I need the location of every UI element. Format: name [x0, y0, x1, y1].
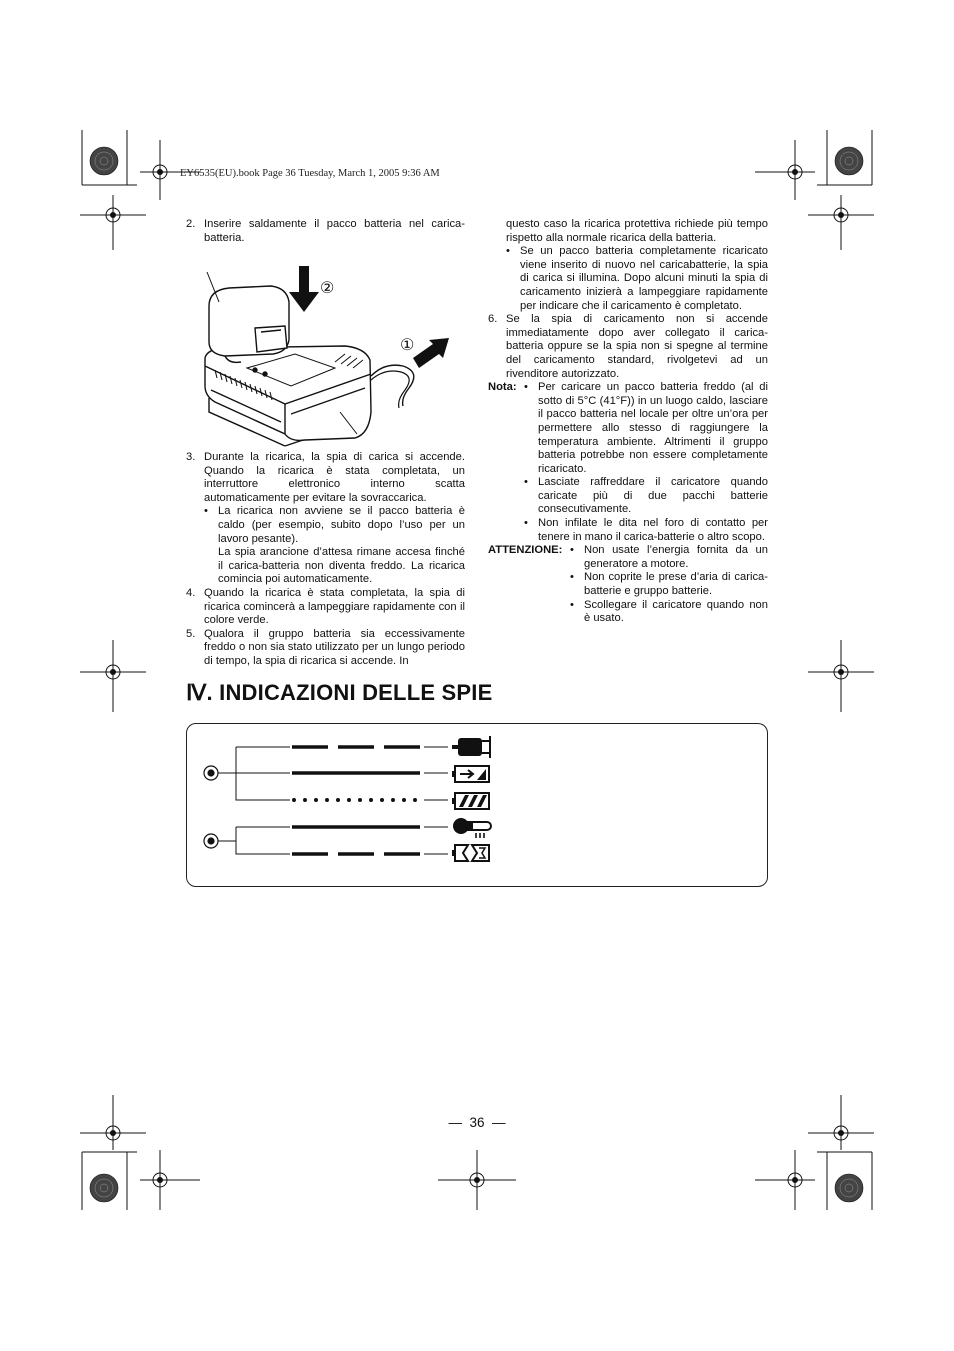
nota-label: Nota: [488, 381, 517, 394]
plug-arrow-icon [413, 338, 449, 368]
step-2: 2. Inserire saldamente il pacco batteria nel carica-batteria. [186, 218, 465, 244]
plug-icon [452, 736, 490, 758]
section-title [186, 680, 492, 706]
section-numeral: Ⅳ [186, 680, 207, 705]
indicator-pattern-3 [292, 798, 417, 802]
charging-battery-icon [452, 766, 489, 782]
figure-label-1: ① [400, 337, 415, 354]
attenzione-label: ATTENZIONE: [488, 544, 563, 557]
file-info-header: EY6535(EU).book Page 36 Tuesday, March 1, 2005 9:36 AM [180, 168, 440, 179]
nota-bullet-3: • Non infilate le dita nel foro di contatto per tenere in mano il carica-batterie o altro scopo. [524, 517, 768, 543]
step-4: 4. Quando la ricarica è stata completata, la spia di ricarica comincerà a lampeggiare rapidamente con il colore verde. [186, 586, 465, 627]
right-column [488, 218, 768, 626]
attenzione-bullet-3: • Scollegare il caricatore quando non è usato. [570, 598, 768, 625]
attenzione-bullet-2: • Non coprite le prese d’aria di carica-batterie e gruppo batterie. [570, 571, 768, 598]
left-column-lower [186, 451, 465, 669]
step-5-bullet: • Se un pacco batteria completamente ricaricato viene inserito di nuovo nel caricabatterie, la spia di carica si illumina. Dopo alcuni minuti la spia di caricamento inizierà a lampeggiare rapidamente per indicare che il caricamento è completato. [506, 245, 768, 312]
nota-bullet-2: • Lasciate raffreddare il caricatore quando caricate più di due pacchi batterie consecutivamente. [524, 476, 768, 516]
step-3-bullet: • La ricarica non avviene se il pacco batteria è caldo (per esempio, subito dopo l’uso per un lavoro pesante). [204, 505, 465, 545]
insert-arrow-icon [289, 266, 319, 312]
attenzione-bullet-1: • Non usate l’energia fornita da un generatore a motore. [570, 544, 768, 570]
nota-block [488, 381, 768, 544]
faulty-battery-icon [452, 845, 489, 861]
step-2-text: Inserire saldamente il pacco batteria nel carica-batteria. [204, 218, 465, 244]
step-3-text: Durante la ricarica, la spia di carica si accende. Quando la ricarica è stata completata, un interruttore elettronico interno scatta automaticamente per evitare la sovraccarica. [204, 451, 465, 504]
page-number-value: 36 [469, 1115, 485, 1130]
attenzione-block [488, 544, 768, 626]
left-column [186, 218, 465, 245]
section-title-text: . INDICAZIONI DELLE SPIE [206, 680, 493, 705]
page-number: — 36 — [448, 1115, 506, 1130]
figure-label-2: ② [320, 280, 335, 297]
charger-illustration [195, 262, 457, 454]
thermometer-icon [453, 818, 491, 838]
step-5-continued: questo caso la ricarica protettiva richiede più tempo rispetto alla normale ricarica della batteria. [506, 218, 768, 244]
lower-lamp-icon [204, 834, 218, 848]
step-3-bullet-continued: La spia arancione d’attesa rimane accesa finché il carica-batteria non diventa freddo. La ricarica comincia poi automaticamente. [218, 546, 465, 586]
step-5-text: Qualora il gruppo batteria sia eccessivamente freddo o non sia stato utilizzato per un lungo periodo di tempo, la spia di ricarica si accende. In [204, 627, 465, 667]
nota-bullet-1: • Per caricare un pacco batteria freddo (al di sotto di 5°C (41°F)) in un luogo caldo, lasciare il pacco batteria nel locale per oltre un’ora per permettere allo stesso di raggiungere la temperatura ambiente. Altrimenti il gruppo batteria potrebbe non essere completamente ricaricato. [524, 381, 768, 475]
step-6-text: Se la spia di caricamento non si accende immediatamente dopo aver collegato il carica-batteria oppure se la spia non si spegne al termine del caricamento standard, rivolgetevi ad un rivenditore autorizzato. [506, 313, 768, 380]
indicator-diagram [186, 723, 768, 887]
step-4-text: Quando la ricarica è stata completata, la spia di ricarica comincerà a lampeggiare rapidamente con il colore verde. [204, 586, 465, 627]
step-3: 3. Durante la ricarica, la spia di carica si accende. Quando la ricarica è stata completata, un interruttore elettronico interno scatta automaticamente per evitare la sovraccarica. • La ricarica non avviene se il pacco batteria è caldo (per esempio, subito dopo l’uso per un lavoro pesante). La spia arancione d’attesa rimane accesa finché il carica-batteria non diventa freddo. La ricarica comincia poi automaticamente. [186, 451, 465, 586]
step-6: 6. Se la spia di caricamento non si accende immediatamente dopo aver collegato il carica-batteria oppure se la spia non si spegne al termine del caricamento standard, rivolgetevi ad un rivenditore autorizzato. [488, 313, 768, 380]
step-5: 5. Qualora il gruppo batteria sia eccessivamente freddo o non sia stato utilizzato per un lungo periodo di tempo, la spia di ricarica si accende. In [186, 627, 465, 667]
upper-lamp-icon [204, 766, 218, 780]
full-battery-icon [452, 793, 489, 809]
